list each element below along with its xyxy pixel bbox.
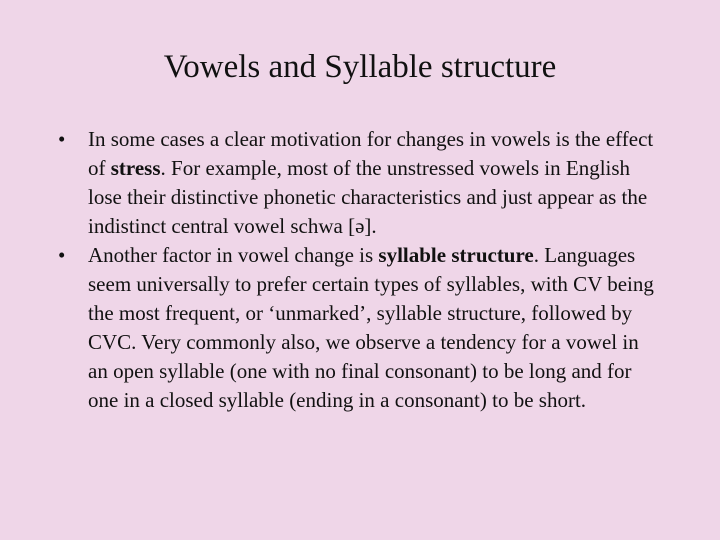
bullet-item-syllable-structure xyxy=(58,241,658,415)
slide-title: Vowels and Syllable structure xyxy=(163,49,557,85)
bullet-text-post: . For example, most of the unstressed vowels in English lose their distinctive phonetic characteristics and just appear as the indistinct central vowel schwa [ə]. xyxy=(88,156,648,238)
bullet-marker: • xyxy=(58,127,66,151)
bullet-text-emphasis: syllable structure xyxy=(378,243,534,267)
bullet-text-post: . Languages seem universally to prefer certain types of syllables, with CV being the most frequent, or ‘unmarked’, syllable structure, followed by CVC. Very commonly also, we observe a tendency for a vowel in an open syllable (one with no final consonant) to be long and for one in a closed syllable (ending in a consonant) to be short. xyxy=(88,243,654,412)
bullet-text xyxy=(88,243,654,412)
bullet-list xyxy=(58,125,658,415)
bullet-text-emphasis: stress xyxy=(110,156,161,180)
bullet-text xyxy=(88,127,653,238)
bullet-text-pre: In some cases a clear motivation for changes in vowels is the effect of xyxy=(88,127,654,180)
bullet-text-pre: Another factor in vowel change is xyxy=(88,243,379,267)
bullet-marker: • xyxy=(58,243,66,267)
bullet-item-stress xyxy=(58,125,658,241)
